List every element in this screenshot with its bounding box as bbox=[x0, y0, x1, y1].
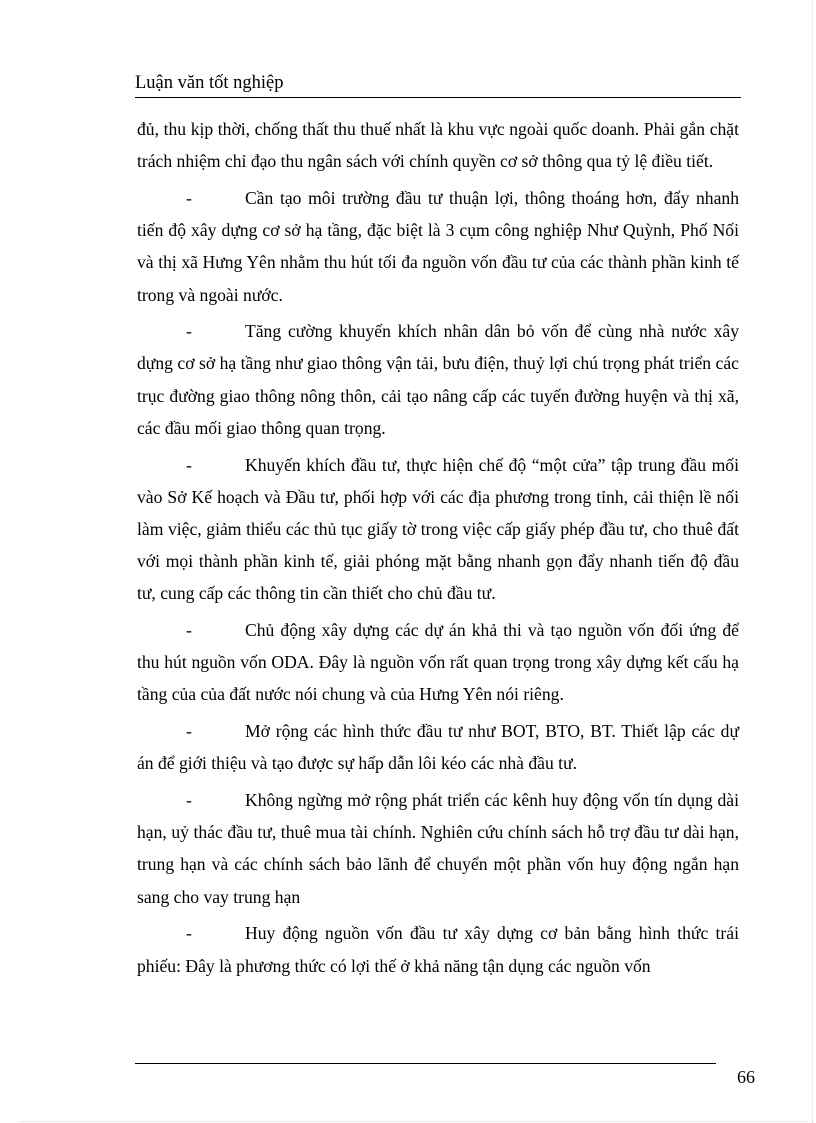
bullet-dash: - bbox=[186, 321, 192, 342]
header-title: Luận văn tốt nghiệp bbox=[135, 73, 284, 93]
bullet-paragraph bbox=[137, 715, 739, 779]
footer-rule bbox=[135, 1063, 716, 1064]
intro-paragraph: đủ, thu kịp thời, chống thất thu thuế nhất là khu vực ngoài quốc doanh. Phải gắn chặt trách nhiệm chỉ đạo thu ngân sách với chính quyền cơ sở thông qua tỷ lệ điều tiết. bbox=[137, 119, 739, 172]
bullet-dash: - bbox=[186, 923, 192, 944]
page-number: 66 bbox=[737, 1067, 755, 1087]
bullet-text: Chủ động xây dựng các dự án khả thi và tạo nguồn vốn đối ứng để thu hút nguồn vốn ODA. Đây là nguồn vốn rất quan trọng trong xây dựng kết cấu hạ tầng của của đất nước nói chung và của Hưng Yên nói riêng. bbox=[137, 620, 739, 705]
page-edge-right bbox=[812, 0, 813, 1123]
bullet-paragraph bbox=[137, 784, 739, 913]
bullet-text: Không ngừng mở rộng phát triển các kênh huy động vốn tín dụng dài hạn, uỷ thác đầu tư, thuê mua tài chính. Nghiên cứu chính sách hỗ trợ đầu tư dài hạn, trung hạn và các chính sách bảo lãnh để chuyển một phần vốn huy động ngắn hạn sang cho vay trung hạn bbox=[137, 790, 739, 907]
bullet-text: Mở rộng các hình thức đầu tư như BOT, BTO, BT. Thiết lập các dự án để giới thiệu và tạo được sự hấp dẫn lôi kéo các nhà đầu tư. bbox=[137, 721, 739, 774]
bullet-paragraph bbox=[137, 315, 739, 444]
bullet-text: Khuyến khích đầu tư, thực hiện chế độ “một cửa” tập trung đầu mối vào Sở Kế hoạch và Đầu tư, phối hợp với các địa phương trong tỉnh, cải thiện lề nối làm việc, giảm thiểu các thủ tục giấy tờ trong việc cấp giấy phép đầu tư, cho thuê đất với mọi thành phần kinh tế, giải phóng mặt bằng nhanh gọn đẩy nhanh tiến độ đầu tư, cung cấp các thông tin cần thiết cho chủ đầu tư. bbox=[137, 454, 739, 604]
bullet-paragraph bbox=[137, 449, 739, 610]
bullet-text: Tăng cường khuyến khích nhân dân bỏ vốn để cùng nhà nước xây dựng cơ sở hạ tầng như giao thông vận tải, bưu điện, thuỷ lợi chú trọng phát triển các trục đường giao thông nông thôn, cải tạo nâng cấp các tuyến đường huyện và thị xã, các đầu mối giao thông quan trọng. bbox=[137, 321, 739, 438]
running-header bbox=[135, 70, 741, 98]
bullet-dash: - bbox=[186, 454, 192, 475]
bullet-dash: - bbox=[186, 620, 192, 641]
bullet-paragraph bbox=[137, 182, 739, 311]
bullet-text: Huy động nguồn vốn đầu tư xây dựng cơ bản bằng hình thức trái phiếu: Đây là phương thức có lợi thế ở khả năng tận dụng các nguồn vốn bbox=[137, 923, 739, 976]
bullet-paragraph bbox=[137, 917, 739, 981]
page-edge-bottom bbox=[20, 1121, 812, 1122]
body-text bbox=[137, 113, 739, 982]
bullet-paragraph bbox=[137, 614, 739, 711]
bullet-dash: - bbox=[186, 187, 192, 208]
bullet-dash: - bbox=[186, 790, 192, 811]
bullet-dash: - bbox=[186, 721, 192, 742]
bullet-text: Cần tạo môi trường đầu tư thuận lợi, thông thoáng hơn, đẩy nhanh tiến độ xây dựng cơ sở hạ tầng, đặc biệt là 3 cụm công nghiệp Như Quỳnh, Phố Nối và thị xã Hưng Yên nhằm thu hút tối đa nguồn vốn đầu tư của các thành phần kinh tế trong và ngoài nước. bbox=[137, 187, 739, 305]
